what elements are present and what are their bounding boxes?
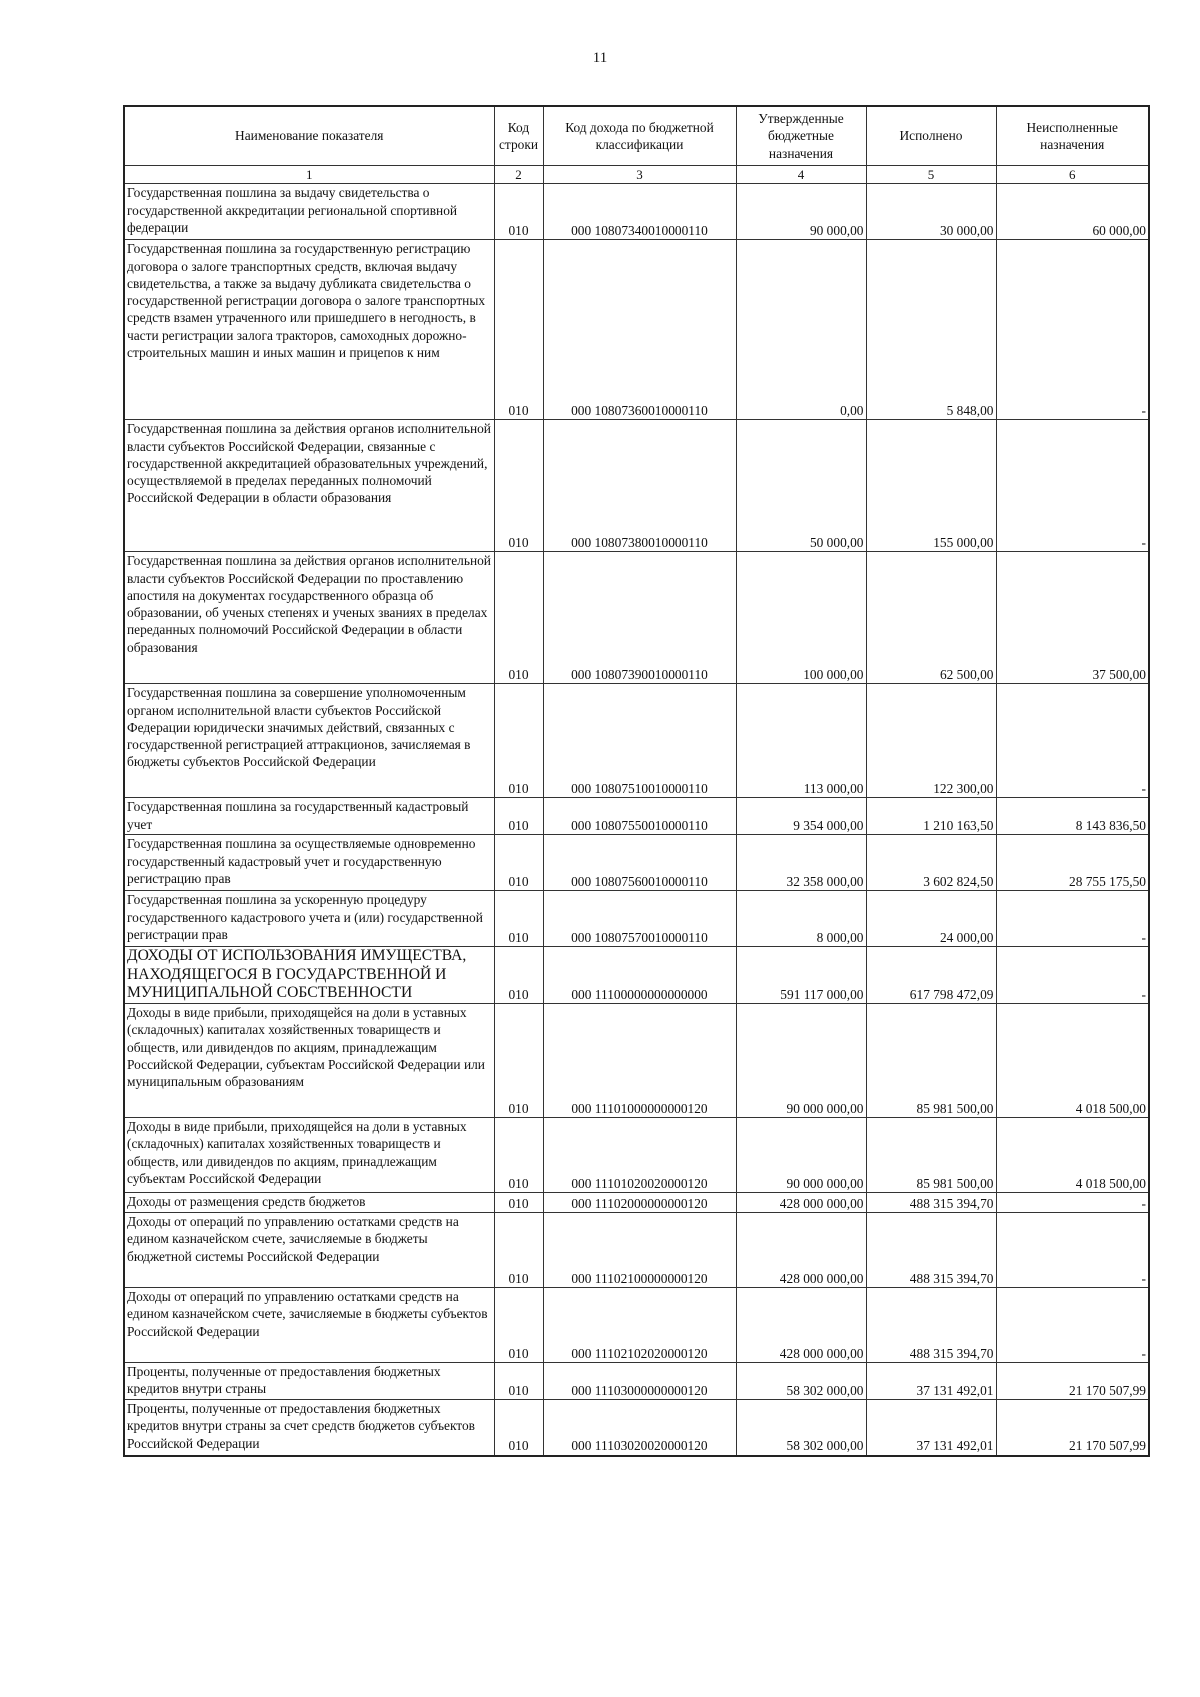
table-row [124, 798, 1149, 835]
income-code-cell: 000 10807560010000110 [543, 835, 736, 891]
table-row [124, 835, 1149, 891]
executed-amount-cell: 155 000,00 [866, 420, 996, 552]
income-code-cell: 000 11100000000000000 [543, 947, 736, 1004]
row-name-cell: Государственная пошлина за выдачу свидетельства о государственной аккредитации региональной спортивной федерации [124, 184, 494, 240]
budget-income-table [123, 105, 1150, 1457]
unexecuted-amount-cell: 21 170 507,99 [996, 1400, 1149, 1456]
row-name-cell: Государственная пошлина за осуществляемые одновременно государственный кадастровый учет и государственную регистрацию прав [124, 835, 494, 891]
income-code-cell: 000 10807570010000110 [543, 891, 736, 947]
executed-amount-cell: 24 000,00 [866, 891, 996, 947]
header-executed: Исполнено [866, 106, 996, 166]
executed-amount-cell: 37 131 492,01 [866, 1400, 996, 1456]
row-name-cell: Государственная пошлина за совершение уполномоченным органом исполнительной власти субъектов Российской Федерации юридически значимых действий, связанных с государственной регистрацией аттракционов, зачисляемая в бюджеты субъектов Российской Федерации [124, 684, 494, 798]
row-name-cell: ДОХОДЫ ОТ ИСПОЛЬЗОВАНИЯ ИМУЩЕСТВА, НАХОДЯЩЕГОСЯ В ГОСУДАРСТВЕННОЙ И МУНИЦИПАЛЬНОЙ СОБСТВЕННОСТИ [124, 947, 494, 1004]
unexecuted-amount-cell: - [996, 1288, 1149, 1363]
table-row [124, 947, 1149, 1004]
header-unexecuted: Неисполненные назначения [996, 106, 1149, 166]
column-number: 2 [494, 166, 543, 184]
row-name-cell: Государственная пошлина за действия органов исполнительной власти субъектов Российской Федерации по проставлению апостиля на документах государственного образца об образовании, об ученых степенях и ученых званиях в пределах переданных полномочий Российской Федерации в области образования [124, 552, 494, 684]
unexecuted-amount-cell: - [996, 420, 1149, 552]
executed-amount-cell: 3 602 824,50 [866, 835, 996, 891]
income-code-cell: 000 11102100000000120 [543, 1213, 736, 1288]
row-name-cell: Проценты, полученные от предоставления бюджетных кредитов внутри страны за счет средств бюджетов субъектов Российской Федерации [124, 1400, 494, 1456]
row-code-cell: 010 [494, 798, 543, 835]
row-code-cell: 010 [494, 1288, 543, 1363]
executed-amount-cell: 122 300,00 [866, 684, 996, 798]
approved-amount-cell: 32 358 000,00 [736, 835, 866, 891]
income-code-cell: 000 10807360010000110 [543, 240, 736, 420]
unexecuted-amount-cell: - [996, 1213, 1149, 1288]
table-row [124, 1004, 1149, 1118]
approved-amount-cell: 90 000,00 [736, 184, 866, 240]
unexecuted-amount-cell: 21 170 507,99 [996, 1363, 1149, 1400]
income-code-cell: 000 10807390010000110 [543, 552, 736, 684]
table-row [124, 1213, 1149, 1288]
row-code-cell: 010 [494, 420, 543, 552]
approved-amount-cell: 90 000 000,00 [736, 1004, 866, 1118]
income-code-cell: 000 11103020020000120 [543, 1400, 736, 1456]
executed-amount-cell: 85 981 500,00 [866, 1118, 996, 1193]
executed-amount-cell: 488 315 394,70 [866, 1213, 996, 1288]
table-row [124, 1363, 1149, 1400]
column-number: 6 [996, 166, 1149, 184]
row-code-cell: 010 [494, 947, 543, 1004]
row-code-cell: 010 [494, 1400, 543, 1456]
header-name: Наименование показателя [124, 106, 494, 166]
unexecuted-amount-cell: - [996, 240, 1149, 420]
approved-amount-cell: 428 000 000,00 [736, 1193, 866, 1213]
approved-amount-cell: 9 354 000,00 [736, 798, 866, 835]
column-number: 1 [124, 166, 494, 184]
unexecuted-amount-cell: 4 018 500,00 [996, 1118, 1149, 1193]
executed-amount-cell: 1 210 163,50 [866, 798, 996, 835]
header-approved: Утвержденные бюджетные назначения [736, 106, 866, 166]
row-code-cell: 010 [494, 1363, 543, 1400]
approved-amount-cell: 8 000,00 [736, 891, 866, 947]
row-code-cell: 010 [494, 184, 543, 240]
row-code-cell: 010 [494, 684, 543, 798]
row-code-cell: 010 [494, 1213, 543, 1288]
income-code-cell: 000 10807380010000110 [543, 420, 736, 552]
table-row [124, 1118, 1149, 1193]
table-row [124, 891, 1149, 947]
income-code-cell: 000 10807550010000110 [543, 798, 736, 835]
row-name-cell: Проценты, полученные от предоставления бюджетных кредитов внутри страны [124, 1363, 494, 1400]
unexecuted-amount-cell: 8 143 836,50 [996, 798, 1149, 835]
row-code-cell: 010 [494, 891, 543, 947]
income-code-cell: 000 11101020020000120 [543, 1118, 736, 1193]
row-name-cell: Государственная пошлина за государственную регистрацию договора о залоге транспортных средств, включая выдачу свидетельства, а также за выдачу дубликата свидетельства о государственной регистрации договора о залоге транспортных средств взамен утраченного или пришедшего в негодность, в части регистрации залога тракторов, самоходных дорожно-строительных машин и иных машин и прицепов к ним [124, 240, 494, 420]
income-code-cell: 000 10807510010000110 [543, 684, 736, 798]
row-name-cell: Доходы от размещения средств бюджетов [124, 1193, 494, 1213]
table-row [124, 552, 1149, 684]
executed-amount-cell: 85 981 500,00 [866, 1004, 996, 1118]
executed-amount-cell: 488 315 394,70 [866, 1193, 996, 1213]
approved-amount-cell: 113 000,00 [736, 684, 866, 798]
row-code-cell: 010 [494, 835, 543, 891]
income-code-cell: 000 11102102020000120 [543, 1288, 736, 1363]
unexecuted-amount-cell: 60 000,00 [996, 184, 1149, 240]
column-number: 5 [866, 166, 996, 184]
row-code-cell: 010 [494, 240, 543, 420]
executed-amount-cell: 617 798 472,09 [866, 947, 996, 1004]
unexecuted-amount-cell: - [996, 684, 1149, 798]
unexecuted-amount-cell: - [996, 947, 1149, 1004]
row-name-cell: Государственная пошлина за ускоренную процедуру государственного кадастрового учета и (или) государственной регистрации прав [124, 891, 494, 947]
row-name-cell: Доходы в виде прибыли, приходящейся на доли в уставных (складочных) капиталах хозяйственных товариществ и обществ, или дивидендов по акциям, принадлежащим Российской Федерации, субъектам Российской Федерации или муниципальным образованиям [124, 1004, 494, 1118]
income-code-cell: 000 10807340010000110 [543, 184, 736, 240]
income-code-cell: 000 11101000000000120 [543, 1004, 736, 1118]
row-code-cell: 010 [494, 552, 543, 684]
table-row [124, 1400, 1149, 1456]
approved-amount-cell: 100 000,00 [736, 552, 866, 684]
table-row [124, 1193, 1149, 1213]
approved-amount-cell: 58 302 000,00 [736, 1363, 866, 1400]
approved-amount-cell: 58 302 000,00 [736, 1400, 866, 1456]
page-number: 11 [592, 50, 608, 66]
unexecuted-amount-cell: 28 755 175,50 [996, 835, 1149, 891]
approved-amount-cell: 591 117 000,00 [736, 947, 866, 1004]
row-code-cell: 010 [494, 1004, 543, 1118]
row-code-cell: 010 [494, 1118, 543, 1193]
column-number: 4 [736, 166, 866, 184]
approved-amount-cell: 428 000 000,00 [736, 1288, 866, 1363]
income-code-cell: 000 11103000000000120 [543, 1363, 736, 1400]
unexecuted-amount-cell: - [996, 1193, 1149, 1213]
row-name-cell: Доходы в виде прибыли, приходящейся на доли в уставных (складочных) капиталах хозяйственных товариществ и обществ, или дивидендов по акциям, принадлежащим субъектам Российской Федерации [124, 1118, 494, 1193]
table-row [124, 184, 1149, 240]
approved-amount-cell: 50 000,00 [736, 420, 866, 552]
unexecuted-amount-cell: 37 500,00 [996, 552, 1149, 684]
row-name-cell: Доходы от операций по управлению остатками средств на едином казначейском счете, зачисляемые в бюджеты субъектов Российской Федерации [124, 1288, 494, 1363]
approved-amount-cell: 0,00 [736, 240, 866, 420]
header-income-code: Код дохода по бюджетной классификации [543, 106, 736, 166]
unexecuted-amount-cell: - [996, 891, 1149, 947]
row-code-cell: 010 [494, 1193, 543, 1213]
approved-amount-cell: 428 000 000,00 [736, 1213, 866, 1288]
approved-amount-cell: 90 000 000,00 [736, 1118, 866, 1193]
row-name-cell: Доходы от операций по управлению остатками средств на едином казначейском счете, зачисляемые в бюджеты бюджетной системы Российской Федерации [124, 1213, 494, 1288]
table-row [124, 684, 1149, 798]
executed-amount-cell: 37 131 492,01 [866, 1363, 996, 1400]
income-code-cell: 000 11102000000000120 [543, 1193, 736, 1213]
row-name-cell: Государственная пошлина за действия органов исполнительной власти субъектов Российской Федерации, связанные с государственной аккредитацией образовательных учреждений, осуществляемой в пределах переданных полномочий Российской Федерации в области образования [124, 420, 494, 552]
table-row [124, 1288, 1149, 1363]
executed-amount-cell: 30 000,00 [866, 184, 996, 240]
row-name-cell: Государственная пошлина за государственный кадастровый учет [124, 798, 494, 835]
executed-amount-cell: 5 848,00 [866, 240, 996, 420]
unexecuted-amount-cell: 4 018 500,00 [996, 1004, 1149, 1118]
header-row-code: Код строки [494, 106, 543, 166]
executed-amount-cell: 488 315 394,70 [866, 1288, 996, 1363]
column-number: 3 [543, 166, 736, 184]
table-row [124, 420, 1149, 552]
executed-amount-cell: 62 500,00 [866, 552, 996, 684]
table-row [124, 240, 1149, 420]
